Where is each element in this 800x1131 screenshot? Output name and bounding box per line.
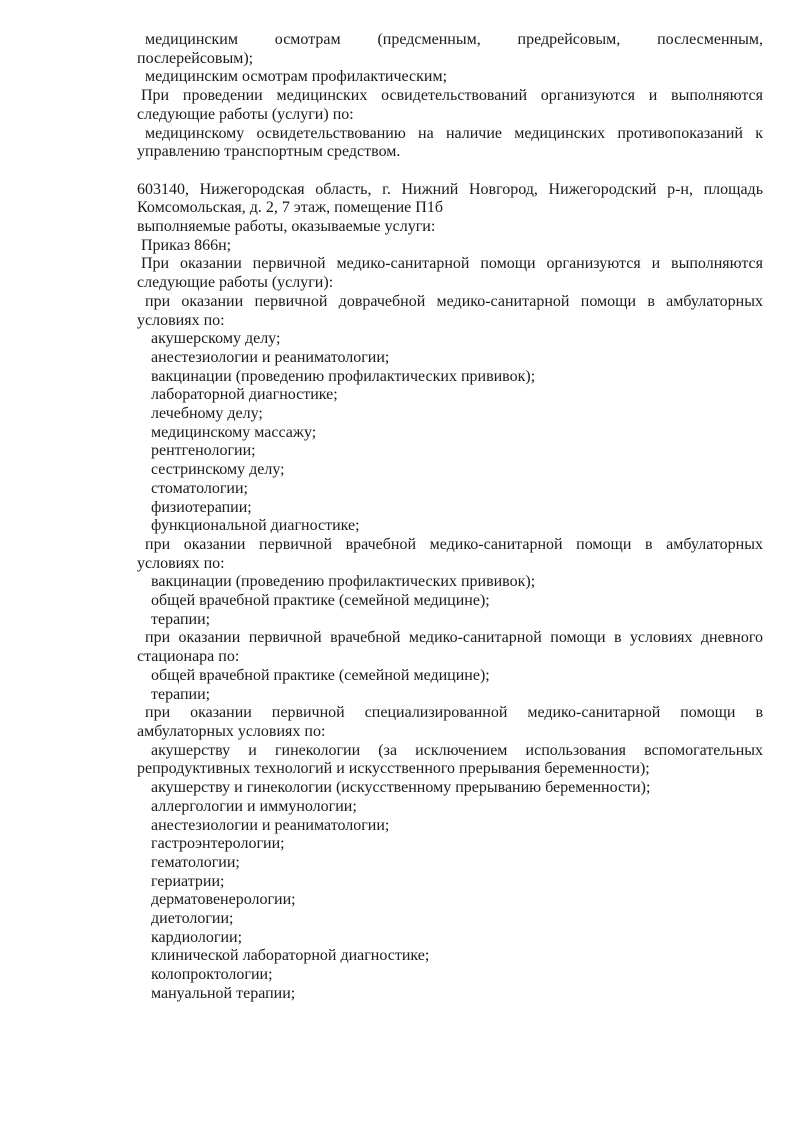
document-line: стоматологии; — [151, 479, 248, 497]
document-line: лечебному делу; — [151, 405, 263, 423]
document-line: диетологии; — [151, 910, 234, 928]
document-line: физиотерапии; — [151, 498, 252, 516]
document-line: клинической лабораторной диагностике; — [151, 947, 430, 965]
document-line: послерейсовым); — [137, 49, 254, 67]
medical-examinations-block — [137, 31, 763, 162]
document-line: акушерству и гинекологии (искусственному прерыванию беременности); — [151, 779, 651, 797]
document-line: дерматовенерологии; — [151, 891, 296, 909]
document-line: рентгенологии; — [151, 442, 256, 460]
document-line: При проведении медицинских освидетельствований организуются и выполняются — [141, 87, 763, 105]
document-line: при оказании первичной специализированной медико-санитарной помощи в — [145, 704, 763, 722]
document-line: акушерскому делу; — [151, 330, 281, 348]
document-line: репродуктивных технологий и искусственного прерывания беременности); — [137, 760, 650, 778]
document-line: медицинскому массажу; — [151, 423, 317, 441]
document-line: выполняемые работы, оказываемые услуги: — [137, 218, 436, 236]
document-line: условиях по: — [137, 311, 225, 329]
document-line: Приказ 866н; — [141, 236, 232, 254]
document-line: терапии; — [151, 610, 211, 628]
document-line: мануальной терапии; — [151, 984, 296, 1002]
document-line: Комсомольская, д. 2, 7 этаж, помещение П1б — [137, 199, 443, 217]
address-and-services-block — [137, 181, 763, 1004]
document-line: вакцинации (проведению профилактических прививок); — [151, 367, 536, 385]
document-line: анестезиологии и реаниматологии; — [151, 816, 390, 834]
document-line: управлению транспортным средством. — [137, 143, 401, 161]
document-line: стационара по: — [137, 648, 240, 666]
document-line: гематологии; — [151, 853, 240, 871]
document-line: гастроэнтерологии; — [151, 835, 285, 853]
document-line: функциональной диагностике; — [151, 517, 360, 535]
document-line: гериатрии; — [151, 872, 225, 890]
document-line: акушерству и гинекологии (за исключением использования вспомогательных — [151, 741, 763, 759]
document-line: кардиологии; — [151, 928, 243, 946]
document-line: при оказании первичной доврачебной медико-санитарной помощи в амбулаторных — [145, 292, 763, 310]
document-line: медицинскому освидетельствованию на наличие медицинских противопоказаний к — [145, 124, 763, 142]
document-line: вакцинации (проведению профилактических прививок); — [151, 573, 536, 591]
document-line: колопроктологии; — [151, 966, 273, 984]
document-line: лабораторной диагностике; — [151, 386, 338, 404]
document-line: сестринскому делу; — [151, 461, 285, 479]
document-line: следующие работы (услуги): — [137, 274, 334, 292]
document-line: анестезиологии и реаниматологии; — [151, 348, 390, 366]
document-line: при оказании первичной врачебной медико-санитарной помощи в условиях дневного — [145, 629, 763, 647]
document-line: следующие работы (услуги) по: — [137, 105, 354, 123]
document-line: амбулаторных условиях по: — [137, 723, 326, 740]
document-line: условиях по: — [137, 554, 225, 572]
document-line: При оказании первичной медико-санитарной помощи организуются и выполняются — [141, 255, 763, 273]
document-line: общей врачебной практике (семейной медицине); — [151, 666, 490, 684]
document-line: медицинским осмотрам профилактическим; — [145, 68, 448, 86]
document-line: медицинским осмотрам (предсменным, предрейсовым, послесменным, — [145, 31, 763, 48]
document-line: 603140, Нижегородская область, г. Нижний Новгород, Нижегородский р-н, площадь — [137, 180, 763, 198]
document-line: терапии; — [151, 685, 211, 703]
document-line: аллергологии и иммунологии; — [151, 797, 357, 815]
document-line: общей врачебной практике (семейной медицине); — [151, 592, 490, 610]
document-line: при оказании первичной врачебной медико-санитарной помощи в амбулаторных — [145, 535, 763, 553]
